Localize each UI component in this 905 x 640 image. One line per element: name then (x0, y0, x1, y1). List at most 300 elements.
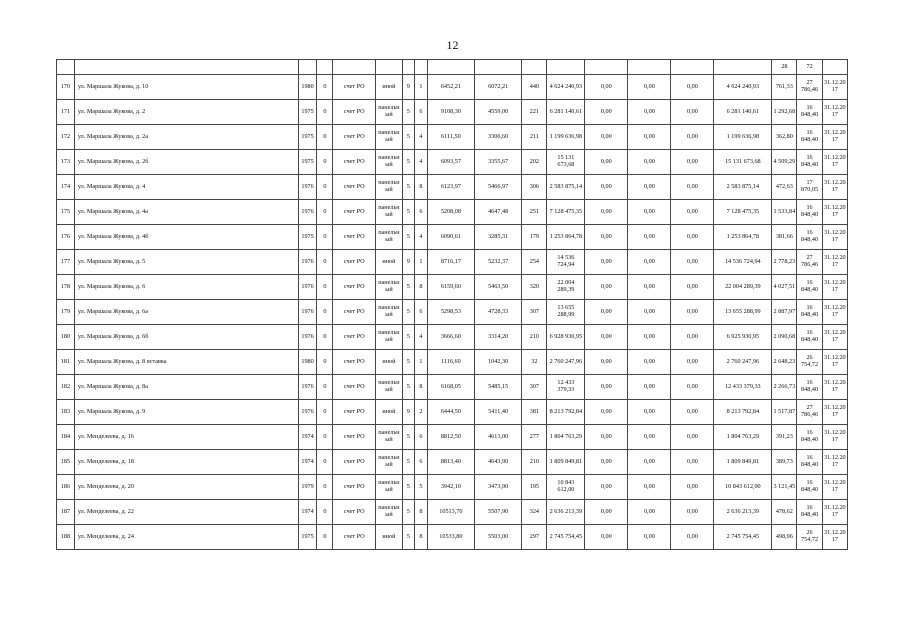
cell-fund-owners: 1 199 636,98 (714, 125, 772, 150)
cell-residents: 254 (522, 250, 547, 275)
cell-fund: счет РО (333, 175, 376, 200)
cell-residents: 32 (522, 350, 547, 375)
cell-area-total: 6123,97 (427, 175, 474, 200)
cell-entrances: 6 (415, 450, 428, 475)
cell-zero: 0 (317, 200, 333, 225)
cell-fund-owners: 14 536 724,94 (714, 250, 772, 275)
cell-fund-owners: 10 843 612,00 (714, 475, 772, 500)
cell-date: 31.12.2017 (822, 500, 847, 525)
cell-zero: 0 (317, 400, 333, 425)
cell-total-cost: 2 636 213,39 (547, 500, 585, 525)
cell-unit-cost: 28 (772, 60, 797, 75)
cell-limit: 16 848,40 (797, 425, 822, 450)
cell-fund: счет РО (333, 450, 376, 475)
cell-fund-regional: 0,00 (628, 450, 671, 475)
table-row (57, 200, 848, 225)
cell-zero: 0 (317, 250, 333, 275)
cell-limit: 16 848,40 (797, 100, 822, 125)
cell-total-cost: 1 199 636,98 (547, 125, 585, 150)
cell-total-cost: 14 536 724,94 (547, 250, 585, 275)
cell-date: 31.12.2017 (822, 350, 847, 375)
cell-residents: 195 (522, 475, 547, 500)
cell-floors: 5 (402, 350, 415, 375)
cell-fund-local: 0,00 (671, 400, 714, 425)
cell-fund: счет РО (333, 300, 376, 325)
cell-number: 179 (57, 300, 75, 325)
cell-unit-cost: 2 887,97 (772, 300, 797, 325)
cell-address: ул. Маршала Жукова, д. 9 (74, 400, 298, 425)
cell-year: 1976 (298, 175, 317, 200)
cell-fund-local: 0,00 (671, 375, 714, 400)
cell-unit-cost: 1 533,84 (772, 200, 797, 225)
cell-total-cost: 8 213 792,84 (547, 400, 585, 425)
cell-fund-federal: 0,00 (585, 150, 628, 175)
cell-area-total: 1116,60 (427, 350, 474, 375)
cell-fund: счет РО (333, 350, 376, 375)
cell-unit-cost: 1 292,68 (772, 100, 797, 125)
cell-year: 1975 (298, 100, 317, 125)
cell-floors: 9 (402, 250, 415, 275)
cell-date: 31.12.2017 (822, 100, 847, 125)
cell-total-cost: 1 253 864,78 (547, 225, 585, 250)
cell-residents: 440 (522, 75, 547, 100)
cell-fund-owners: 2 760 247,96 (714, 350, 772, 375)
cell-area-total: 8716,17 (427, 250, 474, 275)
cell-address: ул. Менделеева, д. 20 (74, 475, 298, 500)
cell-date: 31.12.2017 (822, 525, 847, 550)
cell-fund-federal: 0,00 (585, 500, 628, 525)
cell-fund-federal: 0,00 (585, 425, 628, 450)
cell-wall-material: иной (376, 350, 402, 375)
cell-date: 31.12.2017 (822, 125, 847, 150)
cell-area-total: 3942,10 (427, 475, 474, 500)
cell-fund-local: 0,00 (671, 100, 714, 125)
cell-area-living: 5466,97 (475, 175, 522, 200)
cell-date: 31.12.2017 (822, 225, 847, 250)
cell-address: ул. Менделеева, д. 16 (74, 425, 298, 450)
table-row (57, 150, 848, 175)
housing-register-table (56, 59, 848, 550)
cell-unit-cost: 4 509,29 (772, 150, 797, 175)
cell-unit-cost: 2 090,68 (772, 325, 797, 350)
cell-number: 181 (57, 350, 75, 375)
cell-address: ул. Маршала Жукова, д. 6а (74, 300, 298, 325)
cell-total-cost: 2 583 875,14 (547, 175, 585, 200)
continuation-row (57, 60, 848, 75)
cell-number: 187 (57, 500, 75, 525)
cell-limit: 16 848,40 (797, 450, 822, 475)
cell-floors: 5 (402, 275, 415, 300)
cell-wall-material: иной (376, 525, 402, 550)
cell-total-cost: 6 928 930,95 (547, 325, 585, 350)
cell-area-living: 1042,30 (475, 350, 522, 375)
cell-entrances: 5 (415, 475, 428, 500)
cell-number: 173 (57, 150, 75, 175)
cell-entrances: 8 (415, 500, 428, 525)
cell-fund-owners: 8 213 792,84 (714, 400, 772, 425)
cell-fund: счет РО (333, 150, 376, 175)
table-row (57, 350, 848, 375)
cell-area-total: 6452,21 (427, 75, 474, 100)
cell-fund-federal: 0,00 (585, 200, 628, 225)
cell-area-total: 6093,57 (427, 150, 474, 175)
cell-fund-local: 0,00 (671, 300, 714, 325)
cell-area-total: 10513,70 (427, 500, 474, 525)
cell-entrances: 4 (415, 325, 428, 350)
cell-fund-regional: 0,00 (628, 300, 671, 325)
cell-address: ул. Менделеева, д. 24 (74, 525, 298, 550)
cell-entrances: 8 (415, 375, 428, 400)
cell-area-living: 3473,90 (475, 475, 522, 500)
cell-zero: 0 (317, 300, 333, 325)
cell-wall-material: панельный (376, 100, 402, 125)
cell-year: 1974 (298, 500, 317, 525)
cell-floors: 5 (402, 225, 415, 250)
cell-fund-regional: 0,00 (628, 275, 671, 300)
table-row (57, 425, 848, 450)
cell-floors: 5 (402, 325, 415, 350)
cell-address: ул. Маршала Жукова, д. 2 (74, 100, 298, 125)
cell-fund-federal: 0,00 (585, 75, 628, 100)
cell-fund-local: 0,00 (671, 475, 714, 500)
cell-fund-owners: 2 745 754,45 (714, 525, 772, 550)
cell-zero: 0 (317, 475, 333, 500)
cell-address: ул. Маршала Жукова, д. 2б (74, 150, 298, 175)
cell-limit: 27 786,46 (797, 250, 822, 275)
cell-number: 172 (57, 125, 75, 150)
table-row (57, 225, 848, 250)
cell-fund-owners: 1 253 864,78 (714, 225, 772, 250)
cell-date: 31.12.2017 (822, 250, 847, 275)
cell-wall-material: панельный (376, 425, 402, 450)
cell-residents: 221 (522, 100, 547, 125)
cell-residents: 202 (522, 150, 547, 175)
cell-address: ул. Маршала Жукова, д. 6 (74, 275, 298, 300)
cell-fund-local: 0,00 (671, 250, 714, 275)
cell-area-total: 6444,50 (427, 400, 474, 425)
cell-residents: 251 (522, 200, 547, 225)
cell-wall-material: панельный (376, 175, 402, 200)
cell-number: 180 (57, 325, 75, 350)
cell-entrances: 6 (415, 425, 428, 450)
cell-year: 1976 (298, 400, 317, 425)
cell-fund-federal: 0,00 (585, 325, 628, 350)
table-row (57, 400, 848, 425)
cell-floors: 5 (402, 300, 415, 325)
cell-fund-local: 0,00 (671, 425, 714, 450)
cell-fund-local: 0,00 (671, 75, 714, 100)
cell-year: 1975 (298, 225, 317, 250)
cell-fund: счет РО (333, 100, 376, 125)
cell-floors: 5 (402, 525, 415, 550)
cell-area-living: 3314,20 (475, 325, 522, 350)
cell-fund-federal: 0,00 (585, 350, 628, 375)
cell-residents: 210 (522, 325, 547, 350)
cell-total-cost: 15 131 673,68 (547, 150, 585, 175)
cell-area-living: 6072,21 (475, 75, 522, 100)
cell-unit-cost: 472,63 (772, 175, 797, 200)
cell-date: 31.12.2017 (822, 375, 847, 400)
cell-date: 31.12.2017 (822, 400, 847, 425)
cell-entrances: 1 (415, 250, 428, 275)
cell-unit-cost: 2 266,73 (772, 375, 797, 400)
cell-residents: 320 (522, 275, 547, 300)
cell-year: 1980 (298, 350, 317, 375)
cell-fund-owners: 6 925 930,95 (714, 325, 772, 350)
cell-fund-federal: 0,00 (585, 225, 628, 250)
cell-fund-owners: 13 655 288,99 (714, 300, 772, 325)
cell-unit-cost: 391,23 (772, 425, 797, 450)
cell-entrances: 8 (415, 175, 428, 200)
cell-wall-material: панельный (376, 200, 402, 225)
cell-entrances: 4 (415, 125, 428, 150)
cell-limit: 26 754,72 (797, 525, 822, 550)
cell-fund-owners: 1 804 763,29 (714, 425, 772, 450)
cell-fund-owners: 7 128 475,35 (714, 200, 772, 225)
cell-fund-regional: 0,00 (628, 475, 671, 500)
cell-entrances: 6 (415, 300, 428, 325)
cell-fund-local: 0,00 (671, 325, 714, 350)
cell-residents: 277 (522, 425, 547, 450)
cell-limit: 16 848,40 (797, 200, 822, 225)
cell-area-total: 5298,53 (427, 300, 474, 325)
cell-area-living: 4728,33 (475, 300, 522, 325)
cell-unit-cost: 761,33 (772, 75, 797, 100)
cell-wall-material: иной (376, 250, 402, 275)
cell-fund-regional: 0,00 (628, 425, 671, 450)
cell-address: ул. Маршала Жукова, д. 8 вставка (74, 350, 298, 375)
cell-fund: счет РО (333, 425, 376, 450)
cell-fund-regional: 0,00 (628, 400, 671, 425)
cell-wall-material: панельный (376, 475, 402, 500)
cell-unit-cost: 362,80 (772, 125, 797, 150)
cell-year: 1976 (298, 275, 317, 300)
cell-wall-material: панельный (376, 275, 402, 300)
cell-year: 1976 (298, 325, 317, 350)
cell-fund-federal: 0,00 (585, 250, 628, 275)
cell-fund-owners: 15 131 673,68 (714, 150, 772, 175)
cell-floors: 5 (402, 375, 415, 400)
cell-zero: 0 (317, 325, 333, 350)
cell-address: ул. Маршала Жукова, д. 8а (74, 375, 298, 400)
cell-unit-cost: 498,96 (772, 525, 797, 550)
cell-year: 1975 (298, 150, 317, 175)
cell-fund: счет РО (333, 200, 376, 225)
cell-limit: 27 786,46 (797, 400, 822, 425)
cell-zero: 0 (317, 100, 333, 125)
cell-residents: 381 (522, 400, 547, 425)
table-row (57, 300, 848, 325)
cell-unit-cost: 1 517,87 (772, 400, 797, 425)
cell-zero: 0 (317, 75, 333, 100)
cell-number: 182 (57, 375, 75, 400)
cell-area-living: 4647,48 (475, 200, 522, 225)
cell-limit: 16 848,40 (797, 325, 822, 350)
cell-fund-regional: 0,00 (628, 200, 671, 225)
cell-zero: 0 (317, 425, 333, 450)
cell-address: ул. Менделеева, д. 22 (74, 500, 298, 525)
cell-zero: 0 (317, 500, 333, 525)
cell-entrances: 8 (415, 275, 428, 300)
cell-total-cost: 2 760 247,96 (547, 350, 585, 375)
cell-entrances: 6 (415, 100, 428, 125)
cell-fund: счет РО (333, 475, 376, 500)
cell-fund-federal: 0,00 (585, 125, 628, 150)
cell-fund-federal: 0,00 (585, 100, 628, 125)
cell-fund-local: 0,00 (671, 225, 714, 250)
cell-floors: 5 (402, 100, 415, 125)
cell-area-total: 6159,60 (427, 275, 474, 300)
cell-number: 188 (57, 525, 75, 550)
cell-fund-owners: 1 809 849,81 (714, 450, 772, 475)
cell-residents: 306 (522, 175, 547, 200)
cell-address: ул. Менделеева, д. 18 (74, 450, 298, 475)
cell-limit: 27 786,46 (797, 75, 822, 100)
cell-entrances: 8 (415, 525, 428, 550)
cell-fund-regional: 0,00 (628, 100, 671, 125)
cell-fund-regional: 0,00 (628, 350, 671, 375)
cell-year: 1975 (298, 125, 317, 150)
cell-wall-material: панельный (376, 325, 402, 350)
cell-fund-regional: 0,00 (628, 125, 671, 150)
cell-wall-material: панельный (376, 500, 402, 525)
cell-area-total: 10533,80 (427, 525, 474, 550)
cell-total-cost: 22 004 289,39 (547, 275, 585, 300)
cell-entrances: 1 (415, 350, 428, 375)
cell-wall-material: панельный (376, 450, 402, 475)
cell-fund-federal: 0,00 (585, 475, 628, 500)
cell-area-living: 5485,15 (475, 375, 522, 400)
cell-limit: 26 754,72 (797, 350, 822, 375)
cell-residents: 324 (522, 500, 547, 525)
cell-year: 1976 (298, 200, 317, 225)
cell-fund-local: 0,00 (671, 175, 714, 200)
table-row (57, 175, 848, 200)
cell-area-living: 5232,37 (475, 250, 522, 275)
cell-date: 31.12.2017 (822, 75, 847, 100)
cell-area-total: 5208,08 (427, 200, 474, 225)
cell-number: 178 (57, 275, 75, 300)
table-row (57, 100, 848, 125)
cell-fund-owners: 12 433 379,33 (714, 375, 772, 400)
cell-entrances: 2 (415, 400, 428, 425)
cell-fund: счет РО (333, 250, 376, 275)
cell-fund-local: 0,00 (671, 275, 714, 300)
cell-wall-material: панельный (376, 225, 402, 250)
cell-area-total: 6090,61 (427, 225, 474, 250)
cell-fund-regional: 0,00 (628, 75, 671, 100)
cell-floors: 5 (402, 150, 415, 175)
table-row (57, 325, 848, 350)
cell-entrances: 4 (415, 150, 428, 175)
cell-date: 31.12.2017 (822, 450, 847, 475)
cell-number: 183 (57, 400, 75, 425)
cell-year: 1976 (298, 300, 317, 325)
cell-unit-cost: 478,62 (772, 500, 797, 525)
cell-fund: счет РО (333, 400, 376, 425)
cell-address: ул. Маршала Жукова, д. 2а (74, 125, 298, 150)
cell-address: ул. Маршала Жукова, д. 4 (74, 175, 298, 200)
cell-address: ул. Маршала Жукова, д. 10 (74, 75, 298, 100)
cell-fund-owners: 4 624 240,93 (714, 75, 772, 100)
cell-number: 170 (57, 75, 75, 100)
cell-total-cost: 4 624 240,93 (547, 75, 585, 100)
cell-zero: 0 (317, 150, 333, 175)
cell-area-total: 6168,05 (427, 375, 474, 400)
cell-fund-regional: 0,00 (628, 375, 671, 400)
cell-limit: 16 848,40 (797, 125, 822, 150)
cell-wall-material: иной (376, 400, 402, 425)
cell-total-cost: 13 655 288,99 (547, 300, 585, 325)
cell-fund-federal: 0,00 (585, 275, 628, 300)
cell-residents: 307 (522, 375, 547, 400)
cell-fund-regional: 0,00 (628, 325, 671, 350)
cell-fund: счет РО (333, 275, 376, 300)
cell-area-total: 8813,40 (427, 450, 474, 475)
cell-fund-federal: 0,00 (585, 300, 628, 325)
cell-zero: 0 (317, 375, 333, 400)
cell-year: 1976 (298, 375, 317, 400)
cell-limit: 16 848,40 (797, 500, 822, 525)
cell-area-total: 8812,50 (427, 425, 474, 450)
cell-fund-regional: 0,00 (628, 150, 671, 175)
page-number: 12 (446, 38, 459, 52)
cell-number: 184 (57, 425, 75, 450)
cell-residents: 307 (522, 300, 547, 325)
cell-unit-cost: 389,73 (772, 450, 797, 475)
cell-address: ул. Маршала Жукова, д. 6б (74, 325, 298, 350)
cell-residents: 210 (522, 450, 547, 475)
cell-number: 174 (57, 175, 75, 200)
table-row (57, 125, 848, 150)
cell-date: 31.12.2017 (822, 150, 847, 175)
cell-unit-cost: 4 027,51 (772, 275, 797, 300)
cell-zero: 0 (317, 175, 333, 200)
cell-floors: 5 (402, 175, 415, 200)
cell-floors: 5 (402, 475, 415, 500)
cell-number: 176 (57, 225, 75, 250)
cell-fund-local: 0,00 (671, 525, 714, 550)
cell-wall-material: панельный (376, 375, 402, 400)
cell-fund-owners: 2 636 213,39 (714, 500, 772, 525)
cell-area-living: 5507,90 (475, 500, 522, 525)
cell-unit-cost: 2 778,23 (772, 250, 797, 275)
table-row (57, 500, 848, 525)
cell-number: 175 (57, 200, 75, 225)
cell-limit: 16 848,40 (797, 375, 822, 400)
table-row (57, 375, 848, 400)
cell-area-living: 4643,90 (475, 450, 522, 475)
cell-area-living: 3306,60 (475, 125, 522, 150)
cell-limit: 72 (797, 60, 822, 75)
cell-area-living: 5463,50 (475, 275, 522, 300)
cell-fund: счет РО (333, 75, 376, 100)
cell-address: ул. Маршала Жукова, д. 4а (74, 200, 298, 225)
cell-address: ул. Маршала Жукова, д. 4б (74, 225, 298, 250)
table-row (57, 275, 848, 300)
table-row (57, 75, 848, 100)
cell-unit-cost: 2 648,23 (772, 350, 797, 375)
cell-area-total: 9108,30 (427, 100, 474, 125)
cell-area-living: 5503,00 (475, 525, 522, 550)
cell-year: 1974 (298, 450, 317, 475)
cell-limit: 16 848,40 (797, 475, 822, 500)
cell-fund: счет РО (333, 225, 376, 250)
cell-wall-material: панельный (376, 150, 402, 175)
cell-fund-federal: 0,00 (585, 525, 628, 550)
cell-fund-owners: 22 004 289,39 (714, 275, 772, 300)
cell-zero: 0 (317, 525, 333, 550)
